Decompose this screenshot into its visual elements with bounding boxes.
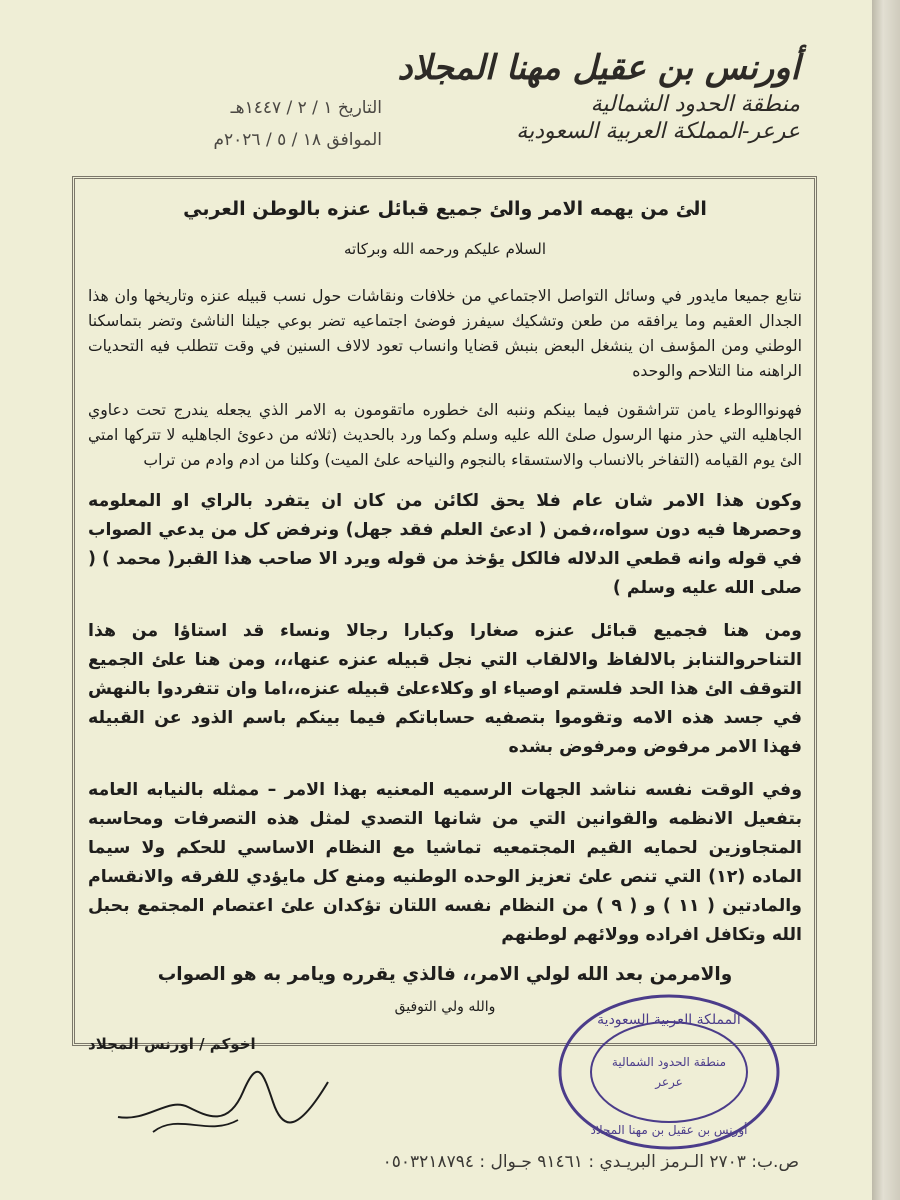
- paragraph-5: وفي الوقت نفسه نناشد الجهات الرسميه المعنيه بهذا الامر – ممثله بالنيابه العامه بتفعيل الانظمه والقوانين التي من شانها التصدي لمثل هذه التصرفات ومحاسبه المتجاوزين لحمايه القيم المجتمعيه تماشيا مع النظام الاساسي للحكم ولا سيما الماده (١٢) التي تنص علئ تعزيز الوحده الوطنيه ومنع كل مايؤدي للفرقه والانقسام والمادتين ( ١١ ) و ( ٩ ) من النظام نفسه اللتان تؤكدان علئ اعتصام المجتمع بحبل الله وتكافل افراده وولائهم لوطنهم: [88, 780, 802, 945]
- table-edge: [872, 0, 900, 1200]
- letterhead: [397, 48, 800, 144]
- stamp-region-text: منطقة الحدود الشمالية: [611, 1055, 727, 1069]
- sender-name: أورنس بن عقيل مهنا المجلاد: [397, 48, 800, 88]
- date-block: [92, 92, 382, 156]
- stamp-city-text: عرعر: [655, 1075, 683, 1089]
- stamp-name-text: أورنس بن عقيل بن مهنا المجلاد: [590, 1123, 748, 1137]
- contact-footer: ص.ب: ٢٧٠٣ الـرمز البريـدي : ٩١٤٦١ جـوال : ٠٥٠٣٢١٨٧٩٤: [382, 1152, 799, 1172]
- official-stamp: [556, 992, 782, 1152]
- paragraph-3: وكون هذا الامر شان عام فلا يحق لكائن من كان ان يتفرد بالراي او المعلومه وحصرها فيه دون سواه،،فمن ( ادعئ العلم فقد جهل) ونرفض كل من يدعي الصواب في قوله وانه قطعي الدلاله فالكل يؤخذ من قوله ويرد الا صاحب هذا القبر( محمد ) ( صلى الله عليه وسلم ): [88, 491, 802, 598]
- gregorian-date: الموافق ١٨ / ٥ / ٢٠٢٦م: [213, 130, 382, 150]
- closing-line: والامرمن بعد الله لولي الامر،، فالذي يقرره ويامر به هو الصواب: [157, 964, 733, 985]
- handwritten-signature: [108, 1062, 338, 1142]
- stamp-outer-text: المملكة العربية السعودية: [597, 1012, 741, 1028]
- signoff: اخوكم / اورنس المجلاد: [88, 1035, 256, 1053]
- paragraph-2: فهونواالوطء يامن تتراشقون فيما بينكم وننبه الئ خطوره ماتقومون به الامر الذي يجعله يندرج تحت دعاوي الجاهليه التي حذر منها الرسول صلئ الله عليه وسلم وكما ورد بالحديث (ثلاثه من دعوئ الجاهليه لا تتركها امتي الئ يوم القيامه (التفاخر بالانساب والاستسقاء بالنجوم والنياحه علئ الميت) وكلنا من ادم وادم من تراب: [88, 401, 802, 469]
- sender-region: منطقة الحدود الشمالية: [590, 92, 800, 117]
- sender-city: عرعر-المملكة العربية السعودية: [516, 119, 800, 144]
- letter-body: [88, 196, 802, 1053]
- paragraph-4: ومن هنا فجميع قبائل عنزه صغارا وكبارا رجالا ونساء قد استاؤا من هذا التناحروالتنابز بالالفاظ والالقاب التي نجل قبيله عنزه عنها،،، ومن هنا علئ الجميع التوقف الئ هذا الحد فلستم اوصياء او وكلاءعلئ قبيله عنزه،،اما وان تتفردوا بالنهش في جسد هذه الامه وتقوموا بتصفيه حساباتكم فيما بينكم باسم الذود عن القبيله فهذا الامر مرفوض ومرفوض بشده: [88, 621, 802, 757]
- letter-title: الئ من يهمه الامر والئ جميع قبائل عنزه بالوطن العربي: [183, 198, 707, 220]
- hijri-date: التاريخ ١ / ٢ / ١٤٤٧هـ: [230, 98, 382, 118]
- paragraph-1: نتابع جميعا مايدور في وسائل التواصل الاجتماعي من خلافات ونقاشات حول نسب قبيله عنزه وتاريخها وان هذا الجدال العقيم وما يرافقه من طعن وتشكيك سيفرز فوضئ اجتماعيه تضر بوعي جيلنا الناشئ وتضر بتماسكنا الوطني ومن المؤسف ان ينشغل البعض بنبش قضايا وانساب تعود لالاف السنين في وقت تتطلب فيه التحديات الراهنه منا التلاحم والوحده: [88, 287, 802, 380]
- letter-greeting: السلام عليكم ورحمه الله وبركاته: [344, 240, 546, 258]
- thanks-line: والله ولي التوفيق: [394, 999, 496, 1015]
